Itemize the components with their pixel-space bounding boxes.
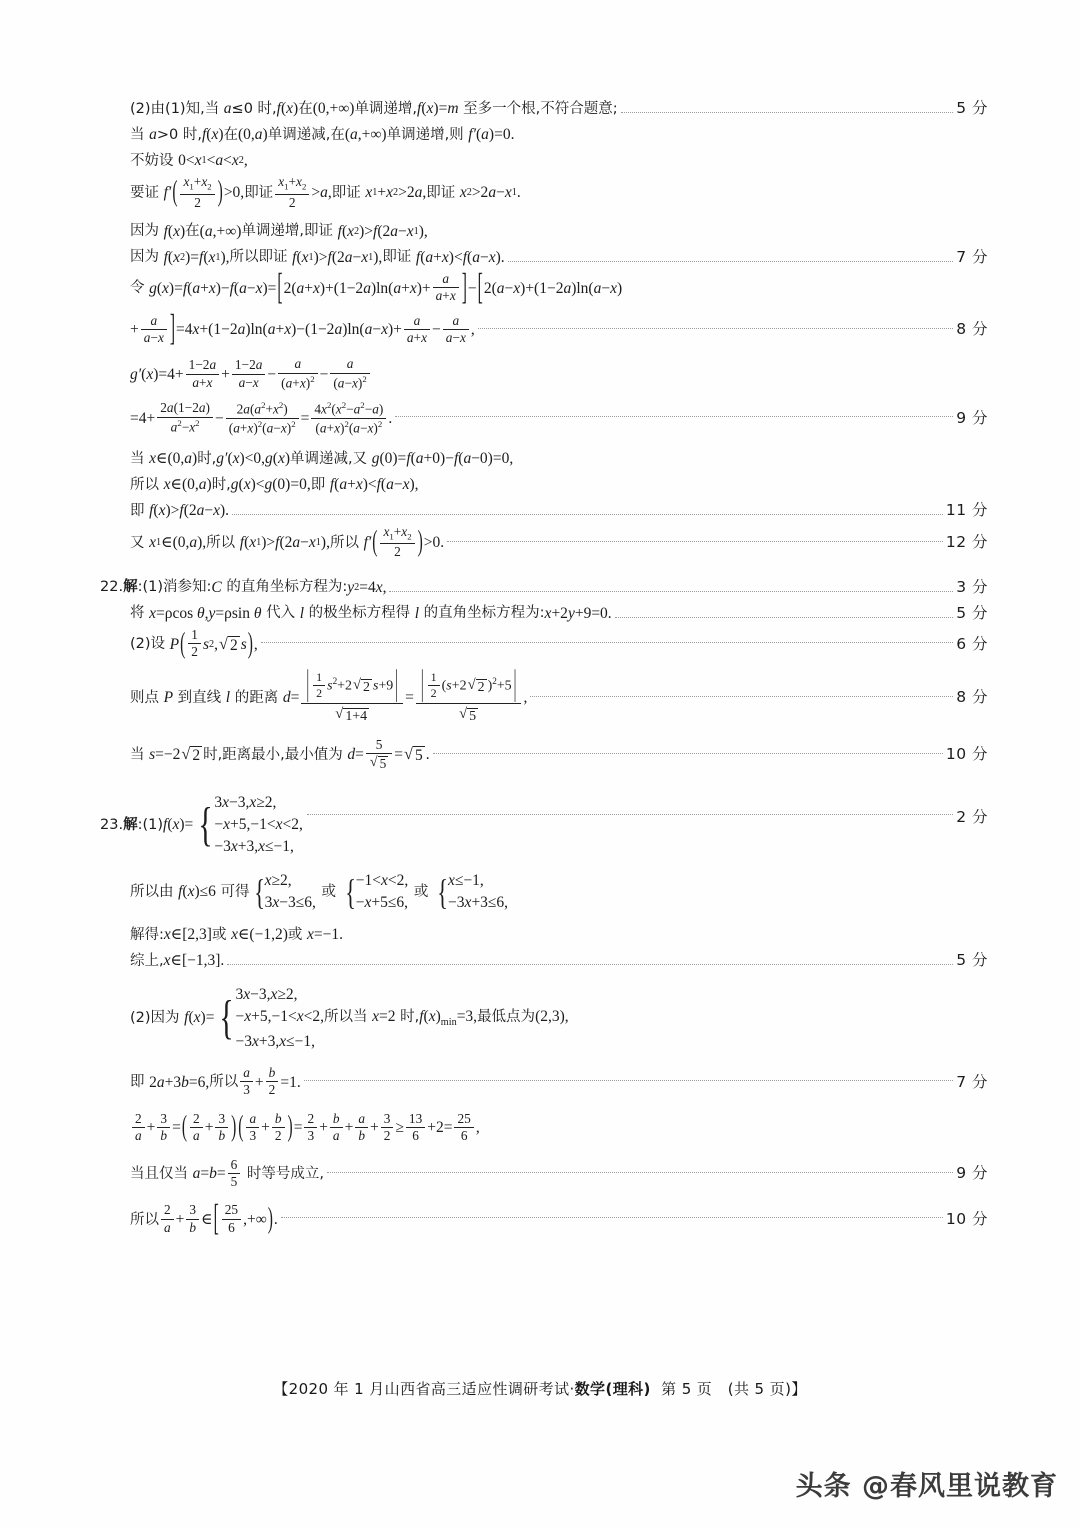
q21-line-13: 即 f ( x )> f (2 a − x ). 11 分 — [130, 501, 988, 520]
q23-line-2: 所以由 f ( x )≤6 可得 { x≥2, 3x−3≤6, 或 { −1<x<2, −x+5≤6, 或 { x≤−1, −3x+3≤6, — [130, 872, 509, 913]
score-mark: 12 分 — [945, 533, 988, 552]
q22-jie-label: 解 — [123, 579, 138, 596]
watermark: 头条 @春风里说教育 — [795, 1471, 1058, 1502]
score-mark: 7 分 — [956, 1072, 988, 1091]
score-mark: 10 分 — [945, 745, 988, 764]
q21-line-11: 当 x ∈(0, a ) 时, g ′ ( x )<0, g ( x ) 单调递减,又 g (0)= f ( a +0)− f ( a −0)=0, — [130, 450, 514, 468]
score-mark: 5 分 — [956, 603, 988, 622]
page-footer — [0, 1378, 1080, 1399]
footer-close-bracket: 】 — [791, 1380, 807, 1398]
q21-line-1: (2)由(1)知,当 a ≤0 时, f ( x ) 在 (0,+∞) 单调递增, f ( x )= m 至多一个根,不符合题意; 5 分 — [130, 99, 988, 118]
q23-line-6: 即 2 a +3 b =6, 所以 $\frac{a}{3}$ + $\frac{b}{2}$ =1. 7 分 — [130, 1065, 988, 1098]
q23-line-8: 当且仅当 a = b = $\frac{6}{5}$ 时等号成立, 9 分 — [130, 1156, 988, 1189]
footer-subject: 数学(理科) — [574, 1380, 651, 1398]
q23-jie-label: 解 — [123, 816, 138, 833]
leader-dots — [389, 590, 953, 592]
leader-dots — [261, 641, 953, 643]
q22-number: 22. — [100, 579, 124, 596]
q21-line-2: 当 a >0 时, f ( x ) 在 (0, a ) 单调递减,在 ( a ,+∞) 单调递增,则 f ′ ( a )=0. — [130, 126, 515, 144]
q23-line-5: (2)因为 f ( x )= { 3x−3,x≥2, −x+5,−1<x<2,所以当 x=2 时$,f(x)_{min}=3$,最低点为(2,3), −3x+3,x≤−1, — [130, 986, 569, 1050]
score-mark: 5 分 — [956, 951, 988, 970]
footer-total-pages: (共 5 页) — [727, 1380, 792, 1398]
score-mark: 10 分 — [945, 1210, 988, 1229]
q21-line-3: 不妨设 0< x 1 < a < x 2 , — [130, 152, 248, 170]
q21-line-4: 要证 f ′ ( $\frac{x_1+x_2}{2}$ ) >0, 即证 $\frac{x_1+x_2}{2}$ > a , 即证 x 1 + x 2 >2 a , 即证 x 2 >2 a − x 1 . — [130, 174, 521, 210]
leader-dots — [621, 111, 954, 113]
q21-line-10: =4+ $\frac{2a(1-2a)}{a^2-x^2}$ − $\frac{2a(a^2+x^2)}{(a+x)^2(a-x)^2}$ = $\frac{4x^2(x^2-a^2-a)}{(a+x)^2(a-x)^2}$ . 9 分 — [130, 399, 988, 435]
score-mark: 5 分 — [956, 99, 988, 118]
leader-dots — [478, 327, 953, 329]
q22-line-2: 将 x =ρcos θ , y =ρsin θ 代入 l 的极坐标方程得 l 的直角坐标方程为: x +2 y +9=0. 5 分 — [130, 603, 988, 622]
score-mark: 8 分 — [956, 320, 988, 339]
q23-line-7: $\frac{2}{a}$ + $\frac{3}{b}$ = ( $\frac{2}{a}$ + $\frac{3}{b}$ ) ( $\frac{a}{3}$ + $\frac{b}{2}$ ) = $\frac{2}{3}$ + $\frac{b}{a}$ + $\frac{a}{b}$ + $\frac{3}{2}$ ≥ $\frac{13}{6}$ +2= $\frac{25}{6}$ , — [100, 1112, 988, 1144]
q23-line-1: 23. 解 :(1) f ( x )= { 3x−3,x≥2, −x+5,−1<x<2, −3x+3,x≤−1, 2 分 — [100, 794, 988, 856]
leader-dots — [327, 1171, 953, 1173]
q23-line-3: 解得: x ∈[2,3] 或 x ∈(−1,2) 或 x =−1. — [130, 926, 343, 944]
leader-dots — [281, 1216, 943, 1218]
leader-dots — [530, 695, 953, 697]
q22-line-1: 22. 解 :(1)消参知: C 的直角坐标方程为: y 2 =4 x , 3 分 — [100, 577, 988, 596]
q22-line-3: (2)设 P ( $\frac{1}{2}$ s 2 , √ 2 s ) , 6 分 — [130, 626, 988, 660]
q23-line-4: 综上, x ∈[−1,3]. 5 分 — [130, 951, 988, 970]
q23-number: 23. — [100, 816, 124, 833]
q21-line-6: 因为 f ( x 2 )= f ( x 1 ), 所以即证 f ( x 1 )> f (2 a − x 1 ), 即证 f ( a + x )< f ( a − x ). 7 分 — [130, 247, 988, 266]
leader-dots — [395, 415, 953, 417]
score-mark: 11 分 — [945, 501, 988, 520]
leader-dots — [615, 616, 954, 618]
q22-line-4: 则点 P 到直线 l 的距离 d = | $\frac{1}{2}$ $s^2+2$ √ 2 s+9 | √ 1+4 = | $\frac{1}{2}$ (s+2 √ 2 )$^2$+5 | √ 5 , 8 分 — [130, 666, 988, 724]
leader-dots — [304, 1079, 954, 1081]
answer-key-content — [100, 98, 988, 1242]
leader-dots — [508, 260, 954, 262]
q22-line-5: 当 s =−2 √ 2 时,距离最小,最小值为 d = 5 √ 5 = √ 5 . 10 分 — [130, 736, 988, 772]
leader-dots — [227, 963, 953, 965]
q23-line-9: 所以 $\frac{2}{a}$ + $\frac{3}{b}$ ∈ [ $\frac{25}{6}$ ,+∞ ) . 10 分 — [130, 1198, 988, 1240]
leader-dots — [232, 513, 943, 515]
q21-line-14: 又 x 1 ∈(0, a ), 所以 f ( x 1 )> f (2 a − x 1 ), 所以 f ′ ( $\frac{x_1+x_2}{2}$ ) >0. 12 分 — [130, 524, 988, 560]
leader-dots — [433, 752, 943, 754]
footer-page-number: 第 5 页 — [661, 1380, 713, 1398]
q21-line-8: + $\frac{a}{a-x}$ ] =4 x +(1−2 a )ln( a + x )−(1−2 a )ln( a − x )+ $\frac{a}{a+x}$ − $\frac{a}{a-x}$ , 8 分 — [130, 308, 988, 350]
leader-dots — [447, 540, 943, 542]
q21-line-9: g ′ ( x )=4+ $\frac{1-2a}{a+x}$ + $\frac{1-2a}{a-x}$ − $\frac{a}{(a+x)^2}$ − $\frac{a}{(a-x)^2}$ — [100, 358, 988, 391]
q21-line-12: 所以 x ∈(0, a ) 时, g ( x )< g (0)=0, 即 f ( a + x )< f ( a − x ), — [130, 476, 419, 494]
q21-line-5: 因为 f ( x ) 在 ( a ,+∞) 单调递增,即证 f ( x 2 )> f (2 a − x 1 ), — [130, 222, 428, 240]
leader-dots — [307, 813, 953, 815]
score-mark: 9 分 — [956, 408, 988, 427]
score-mark: 7 分 — [956, 247, 988, 266]
score-mark: 3 分 — [956, 577, 988, 596]
footer-exam-title: 2020 年 1 月山西省高三适应性调研考试· — [288, 1380, 575, 1398]
score-mark: 9 分 — [956, 1164, 988, 1183]
footer-open-bracket: 【 — [273, 1380, 289, 1398]
score-mark: 8 分 — [956, 688, 988, 707]
score-mark: 6 分 — [956, 634, 988, 653]
score-mark: 2 分 — [956, 807, 988, 826]
q21-line-7: 令 g ( x )= f ( a + x )− f ( a − x )= [ 2( a + x )+(1−2 a )ln( a + x )+ $\frac{a}{a+x}$ ] − [ 2( a − x )+(1−2 a )ln( a − x ) — [130, 267, 623, 308]
